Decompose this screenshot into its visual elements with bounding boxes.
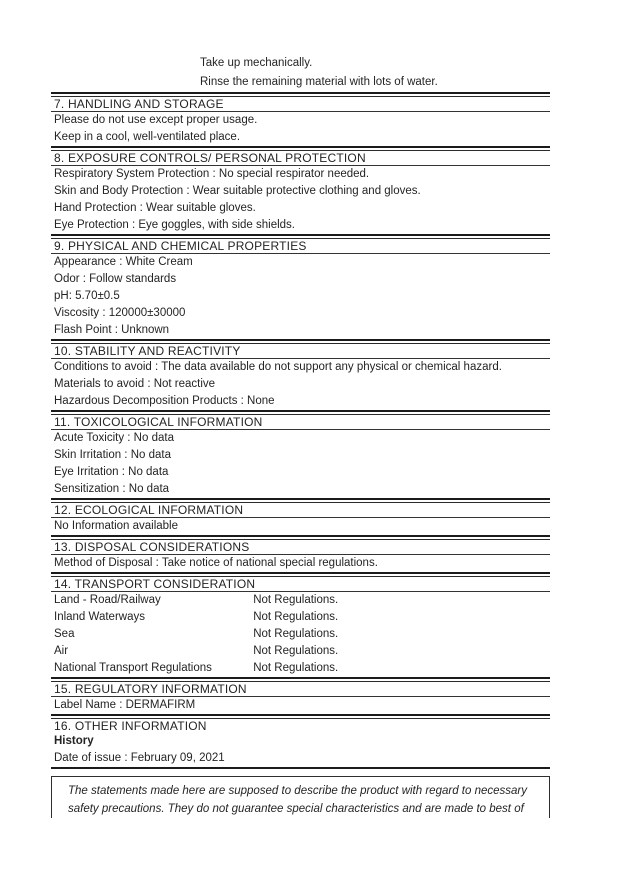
history-label: History — [54, 735, 94, 747]
row — [51, 288, 550, 305]
row-text: Skin Irritation : No data — [54, 449, 171, 461]
section-heading-10: 10. STABILITY AND REACTIVITY — [54, 344, 241, 358]
transport-status: Not Regulations. — [253, 645, 339, 657]
section-heading-13: 13. DISPOSAL CONSIDERATIONS — [54, 540, 250, 554]
row-text: Skin and Body Protection : Wear suitable protective clothing and gloves. — [54, 185, 421, 197]
row-text: Eye Protection : Eye goggles, with side shields. — [54, 219, 295, 231]
row-text: Respiratory System Protection : No special respirator needed. — [54, 168, 370, 180]
table-end-divider — [51, 767, 550, 769]
row — [51, 322, 550, 339]
section-heading-14: 14. TRANSPORT CONSIDERATION — [54, 577, 256, 591]
row — [51, 481, 550, 498]
row — [51, 555, 550, 572]
section-heading-9: 9. PHYSICAL AND CHEMICAL PROPERTIES — [54, 239, 307, 253]
row — [51, 112, 550, 129]
transport-mode: Land - Road/Railway — [54, 594, 161, 606]
row-text: Sensitization : No data — [54, 483, 170, 495]
transport-row — [51, 643, 550, 660]
transport-mode: Inland Waterways — [54, 611, 145, 623]
transport-row — [51, 660, 550, 677]
transport-status: Not Regulations. — [253, 662, 339, 674]
intro-line: Take up mechanically. — [200, 57, 313, 69]
row — [51, 430, 550, 447]
disclaimer-box — [51, 776, 550, 818]
row-text: Method of Disposal : Take notice of national special regulations. — [54, 557, 378, 569]
section-heading-15: 15. REGULATORY INFORMATION — [54, 682, 247, 696]
row-text: Materials to avoid : Not reactive — [54, 378, 216, 390]
row — [51, 697, 550, 714]
disclaimer-line: The statements made here are supposed to describe the product with regard to necessary — [68, 785, 527, 797]
row-text: Flash Point : Unknown — [54, 324, 170, 336]
disclaimer-line: safety precautions. They do not guarantee special characteristics and are made to best of — [68, 803, 524, 815]
row — [51, 183, 550, 200]
row — [51, 447, 550, 464]
date-of-issue: Date of issue : February 09, 2021 — [54, 752, 225, 764]
section-heading-8: 8. EXPOSURE CONTROLS/ PERSONAL PROTECTION — [54, 151, 366, 165]
row-text: No Information available — [54, 520, 179, 532]
row — [51, 129, 550, 146]
row — [51, 166, 550, 183]
row-text: Viscosity : 120000±30000 — [54, 307, 186, 319]
transport-row — [51, 592, 550, 609]
row — [51, 200, 550, 217]
row-text: Odor : Follow standards — [54, 273, 177, 285]
intro-block — [51, 0, 550, 92]
row — [51, 393, 550, 410]
row-text: Hand Protection : Wear suitable gloves. — [54, 202, 256, 214]
row-text: Hazardous Decomposition Products : None — [54, 395, 275, 407]
row — [51, 271, 550, 288]
row — [51, 376, 550, 393]
transport-status: Not Regulations. — [253, 628, 339, 640]
row — [51, 305, 550, 322]
row-text: Eye Irritation : No data — [54, 466, 169, 478]
row — [51, 464, 550, 481]
row-text: Conditions to avoid : The data available do not support any physical or chemical hazard. — [54, 361, 502, 373]
row — [51, 750, 550, 767]
row-text: Please do not use except proper usage. — [54, 114, 258, 126]
row-text: pH: 5.70±0.5 — [54, 290, 120, 302]
row-text: Appearance : White Cream — [54, 256, 193, 268]
row — [51, 254, 550, 271]
section-heading-12: 12. ECOLOGICAL INFORMATION — [54, 503, 244, 517]
section-heading-7: 7. HANDLING AND STORAGE — [54, 97, 224, 111]
section-heading-16: 16. OTHER INFORMATION — [54, 719, 207, 733]
document-content — [51, 0, 550, 818]
transport-status: Not Regulations. — [253, 594, 339, 606]
row — [51, 217, 550, 234]
transport-status: Not Regulations. — [253, 611, 339, 623]
row — [51, 733, 550, 750]
row-text: Keep in a cool, well-ventilated place. — [54, 131, 241, 143]
row-text: Acute Toxicity : No data — [54, 432, 174, 444]
row — [51, 518, 550, 535]
transport-mode: National Transport Regulations — [54, 662, 212, 674]
transport-row — [51, 626, 550, 643]
transport-mode: Air — [54, 645, 69, 657]
row — [51, 359, 550, 376]
row-text: Label Name : DERMAFIRM — [54, 699, 196, 711]
transport-mode: Sea — [54, 628, 75, 640]
section-heading-11: 11. TOXICOLOGICAL INFORMATION — [54, 415, 263, 429]
transport-row — [51, 609, 550, 626]
intro-line: Rinse the remaining material with lots of water. — [200, 76, 438, 88]
